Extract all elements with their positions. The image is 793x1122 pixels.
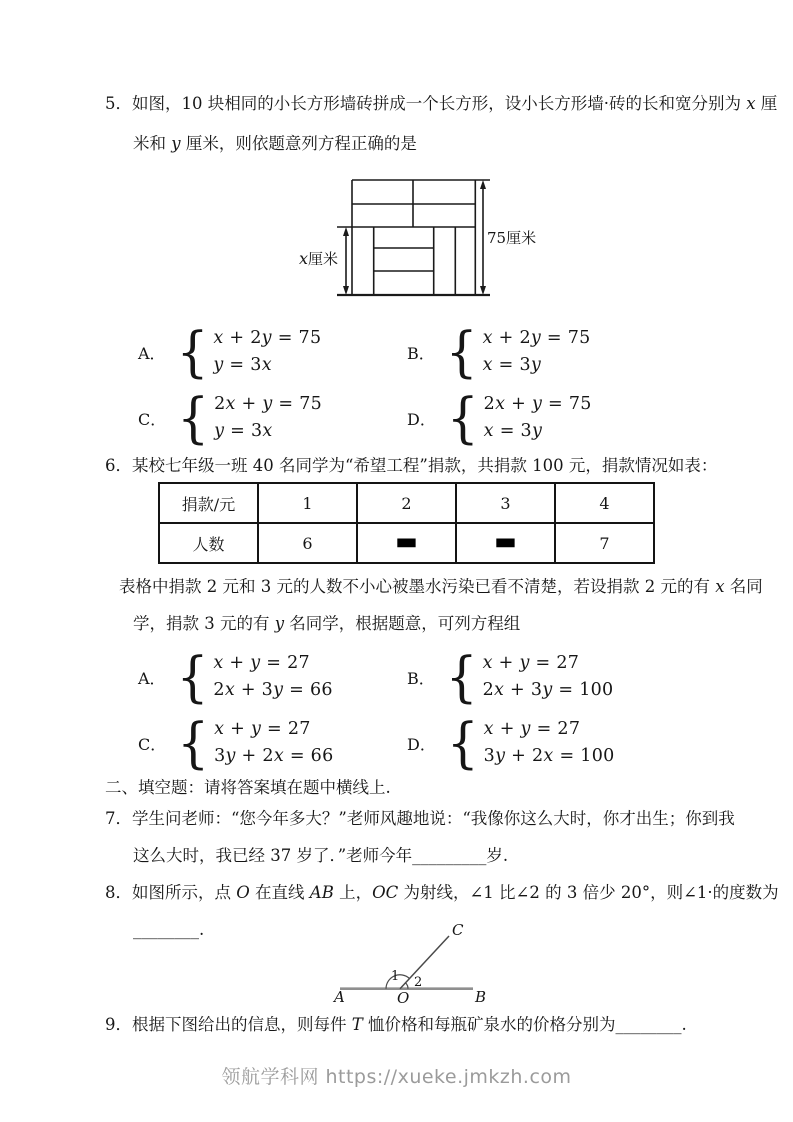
q7-text-line1: 7．学生问老师：“您今年多大？”老师风趣地说：“我像你这么大时，你才出生；你到我	[105, 809, 735, 828]
question-6	[105, 454, 763, 775]
table-cell: 2	[357, 483, 456, 523]
table-row-donation	[159, 483, 654, 523]
option-label: A．	[138, 343, 166, 363]
table-cell: 捐款/元	[159, 483, 258, 523]
table-cell: 4	[555, 483, 654, 523]
point-c-label: C	[452, 922, 464, 939]
equation-2: y = 3x	[214, 421, 273, 441]
option-label: D．	[407, 409, 436, 429]
q5-option-a	[138, 320, 407, 384]
q6-para-line1: 表格中捐款 2 元和 3 元的人数不小心被墨水污染已看不清楚，若设捐款 2 元的有 x 名同	[119, 577, 763, 596]
equation-1: x + 2y = 75	[213, 328, 322, 348]
equation-2: 2x + 3y = 100	[482, 680, 614, 700]
brace-glyph: {	[446, 386, 479, 450]
question-9	[105, 1013, 705, 1037]
q6-option-d	[407, 711, 705, 775]
equation-1: 2x + y = 75	[214, 394, 323, 414]
ray-oc	[400, 936, 449, 989]
x-dimension-unit: 厘米	[308, 250, 339, 268]
option-label: C．	[138, 734, 167, 754]
option-label: C．	[138, 409, 167, 429]
q5-text-line2: 米和 y 厘米，则依题意列方程正确的是	[133, 134, 417, 153]
q8-answer-blank: ________.	[133, 920, 205, 939]
table-row-people	[159, 523, 654, 563]
equation-2: x = 3y	[483, 421, 543, 441]
brace-glyph: {	[177, 386, 210, 450]
brace-glyph: {	[176, 320, 209, 384]
donation-table	[158, 482, 655, 564]
q5-option-b	[407, 320, 705, 384]
equation-1: x + y = 27	[214, 719, 311, 739]
option-label: A．	[138, 668, 166, 688]
equation-2: y = 3x	[213, 355, 272, 375]
option-label: B．	[407, 668, 435, 688]
q8-angle-figure	[330, 922, 530, 1007]
angle-diagram	[330, 922, 530, 1007]
q6-option-c	[138, 711, 407, 775]
q6-options	[105, 645, 705, 775]
table-cell: 3	[456, 483, 555, 523]
equation-1: x + 2y = 75	[482, 328, 591, 348]
equation-2: x = 3y	[482, 355, 542, 375]
height-dimension-label: 75厘米	[487, 229, 537, 247]
q6-option-b	[407, 645, 705, 709]
point-a-label: A	[334, 988, 345, 1006]
table-cell: 1	[258, 483, 357, 523]
point-b-label: B	[475, 988, 487, 1006]
option-label: D．	[407, 734, 436, 754]
equation-1: 2x + y = 75	[483, 394, 592, 414]
ink-blot: ▬	[395, 526, 418, 555]
table-cell-censored	[456, 523, 555, 563]
table-cell: 人数	[159, 523, 258, 563]
point-o-label: O	[397, 989, 410, 1007]
q5-text-line1: 5．如图，10 块相同的小长方形墙砖拼成一个长方形，设小长方形墙·砖的长和宽分别为 x 厘	[105, 94, 778, 113]
q7-text-line2: 这么大时，我已经 37 岁了．”老师今年_________岁.	[133, 846, 509, 865]
ink-blot: ▬	[494, 526, 517, 555]
brace-glyph: {	[445, 320, 478, 384]
angle2-label: 2	[414, 975, 423, 990]
equation-2: 3y + 2x = 100	[483, 746, 615, 766]
q5-options	[105, 320, 705, 450]
watermark-footer: 领航学科网 https://xueke.jmkzh.com	[221, 1066, 572, 1088]
brace-glyph: {	[177, 711, 210, 775]
equation-1: x + y = 27	[482, 653, 580, 673]
equation-2: 3y + 2x = 66	[214, 746, 334, 766]
q6-text-line: 6．某校七年级一班 40 名同学为“希望工程”捐款，共捐款 100 元，捐款情况如表：	[105, 456, 718, 475]
brace-glyph: {	[176, 645, 209, 709]
table-cell-censored	[357, 523, 456, 563]
question-7	[105, 800, 735, 874]
table-cell: 7	[555, 523, 654, 563]
q9-text-line: 9．根据下图给出的信息，则每件 T 恤价格和每瓶矿泉水的价格分别为________.	[105, 1015, 687, 1034]
q5-option-d	[407, 386, 705, 450]
q8-text-line1: 8．如图所示，点 O 在直线 AB 上，OC 为射线，∠1 比∠2 的 3 倍少 20°，则∠1·的度数为	[105, 883, 779, 902]
brace-glyph: {	[446, 711, 479, 775]
q5-brick-figure	[292, 170, 572, 320]
option-label: B．	[407, 343, 435, 363]
equation-1: x + y = 27	[213, 653, 310, 673]
arrowheads	[343, 180, 486, 295]
brace-glyph: {	[445, 645, 478, 709]
question-5	[105, 84, 778, 450]
table-cell: 6	[258, 523, 357, 563]
q5-option-c	[138, 386, 407, 450]
q6-option-a	[138, 645, 407, 709]
equation-1: x + y = 27	[483, 719, 581, 739]
section-2-heading: 二、填空题：请将答案填在题中横线上.	[105, 778, 391, 797]
q6-para-line2: 学，捐款 3 元的有 y 名同学，根据题意，可列方程组	[133, 614, 521, 633]
equation-2: 2x + 3y = 66	[213, 680, 333, 700]
question-8	[105, 874, 779, 1007]
x-dimension-var: x	[299, 249, 309, 268]
brick-diagram	[292, 170, 572, 320]
angle1-label: 1	[391, 969, 400, 984]
